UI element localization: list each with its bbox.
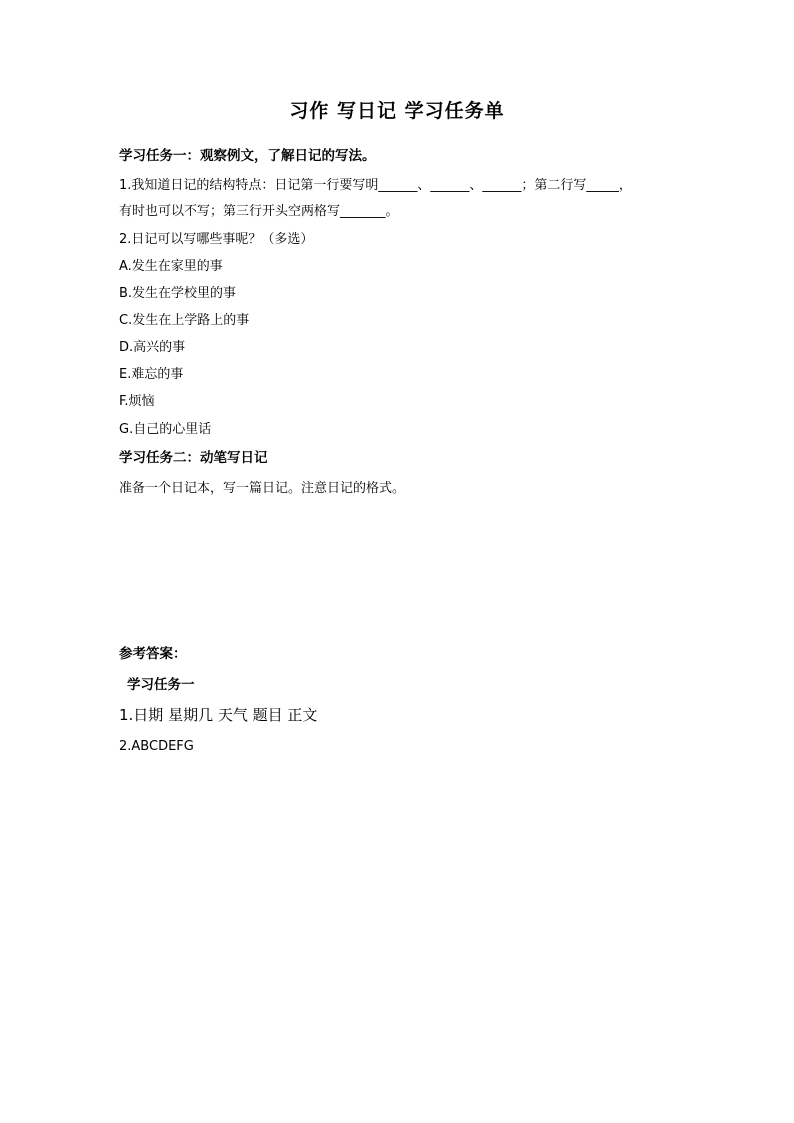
answers-subheading: 学习任务一 [127,677,195,693]
task2-heading: 学习任务二：动笔写日记 [119,450,268,466]
option-b: B.发生在学校里的事 [119,286,237,301]
question-2: 2.日记可以写哪些事呢？（多选） [119,232,314,247]
option-d: D.高兴的事 [119,340,186,355]
option-g: G.自己的心里话 [119,422,212,437]
task2-instruction: 准备一个日记本，写一篇日记。注意日记的格式。 [119,481,406,496]
option-c: C.发生在上学路上的事 [119,313,250,328]
option-f: F.烦恼 [119,394,155,409]
question-1-line-1: 1.我知道日记的结构特点：日记第一行要写明______、______、______；第二行写_____， [119,178,632,193]
question-1-line-2: 有时也可以不写；第三行开头空两格写_______。 [119,204,399,219]
option-e: E.难忘的事 [119,367,184,382]
answer-1: 1.日期 星期几 天气 题目 正文 [119,706,318,724]
option-a: A.发生在家里的事 [119,259,223,274]
task1-heading: 学习任务一：观察例文，了解日记的写法。 [119,148,376,164]
page-title: 习作 写日记 学习任务单 [289,100,505,122]
answers-heading: 参考答案： [119,646,187,662]
answer-2: 2.ABCDEFG [119,739,194,754]
